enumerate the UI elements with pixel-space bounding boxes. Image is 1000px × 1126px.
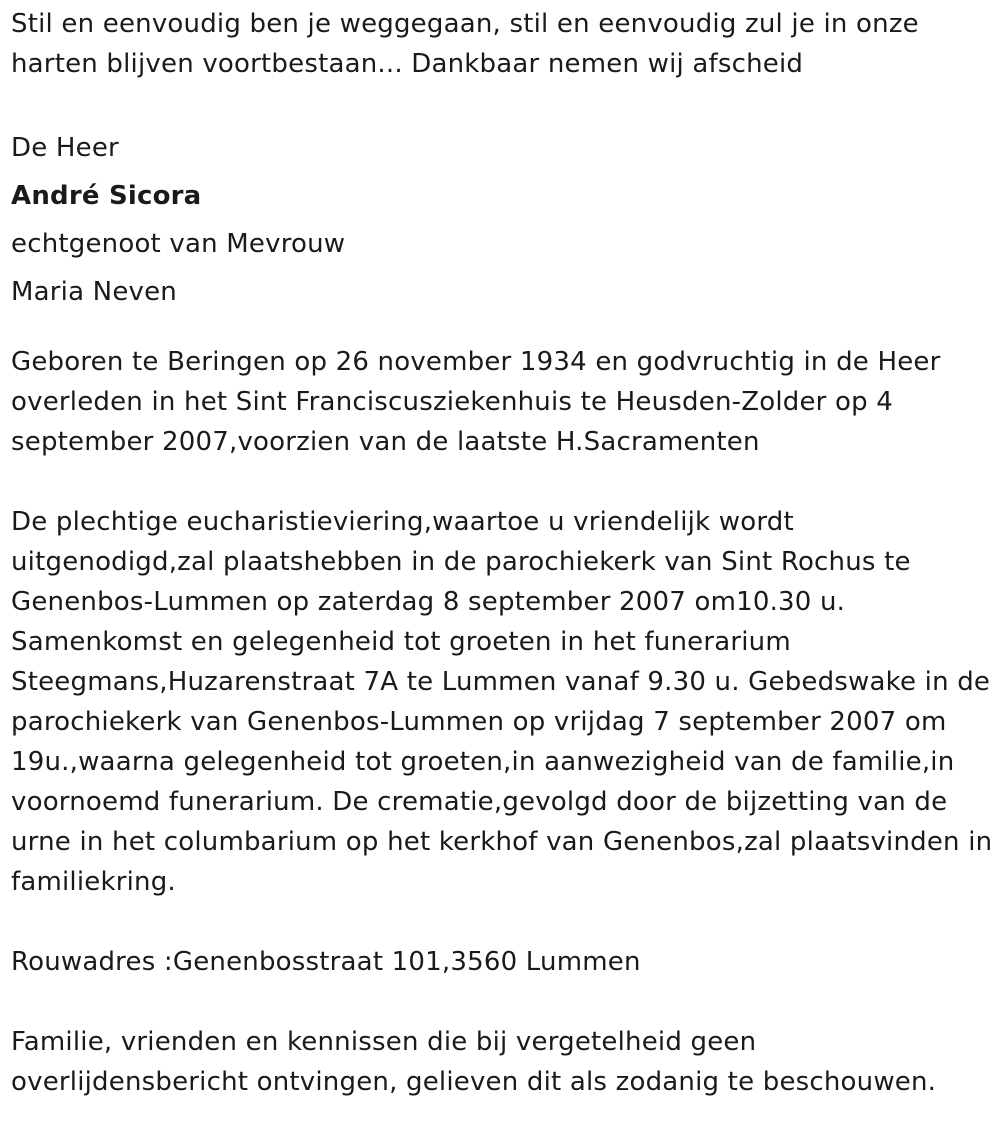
spouse-line-2: Maria Neven xyxy=(11,277,177,307)
ceremony-text: De plechtige eucharistieviering,waartoe u vriendelijk wordt uitgenodigd,zal plaatshebben in de parochiekerk van Sint Rochus te Genenbos-Lummen op zaterdag 8 september 2007 om10.30 u. Samenkomst en gelegenheid tot groeten in het funerarium Steegmans,Huzarenstraat 7A te Lummen vanaf 9.30 u. Gebedswake in de parochiekerk van Genenbos-Lummen op vrijdag 7 september 2007 om 19u.,waarna gelegenheid tot groeten,in aanwezigheid van de familie,in voornoemd funerarium. De crematie,gevolgd door de bijzetting van de urne in het columbarium op het kerkhof van Genenbos,zal plaatsvinden in familiekring. xyxy=(11,507,993,897)
spouse-line-1: echtgenoot van Mevrouw xyxy=(11,229,346,259)
deceased-name: André Sicora xyxy=(11,181,202,211)
salutation: De Heer xyxy=(11,133,119,163)
spacer xyxy=(11,462,996,502)
spacer xyxy=(11,316,996,342)
closing-text: Familie, vrienden en kennissen die bij vergetelheid geen overlijdensbericht ontvingen, gelieven dit als zodanig te beschouwen. xyxy=(11,1027,937,1097)
spacer xyxy=(11,982,996,1022)
spacer xyxy=(11,84,996,124)
birth-death-text: Geboren te Beringen op 26 november 1934 en godvruchtig in de Heer overleden in het Sint Franciscusziekenhuis te Heusden-Zolder op 4 september 2007,voorzien van de laatste H.Sacramenten xyxy=(11,347,941,457)
spacer xyxy=(11,902,996,942)
mourning-address: Rouwadres :Genenbosstraat 101,3560 Lummen xyxy=(11,947,641,977)
obituary-document xyxy=(11,0,996,1102)
intro-text: Stil en eenvoudig ben je weggegaan, stil en eenvoudig zul je in onze harten blijven voortbestaan... Dankbaar nemen wij afscheid xyxy=(11,9,919,79)
